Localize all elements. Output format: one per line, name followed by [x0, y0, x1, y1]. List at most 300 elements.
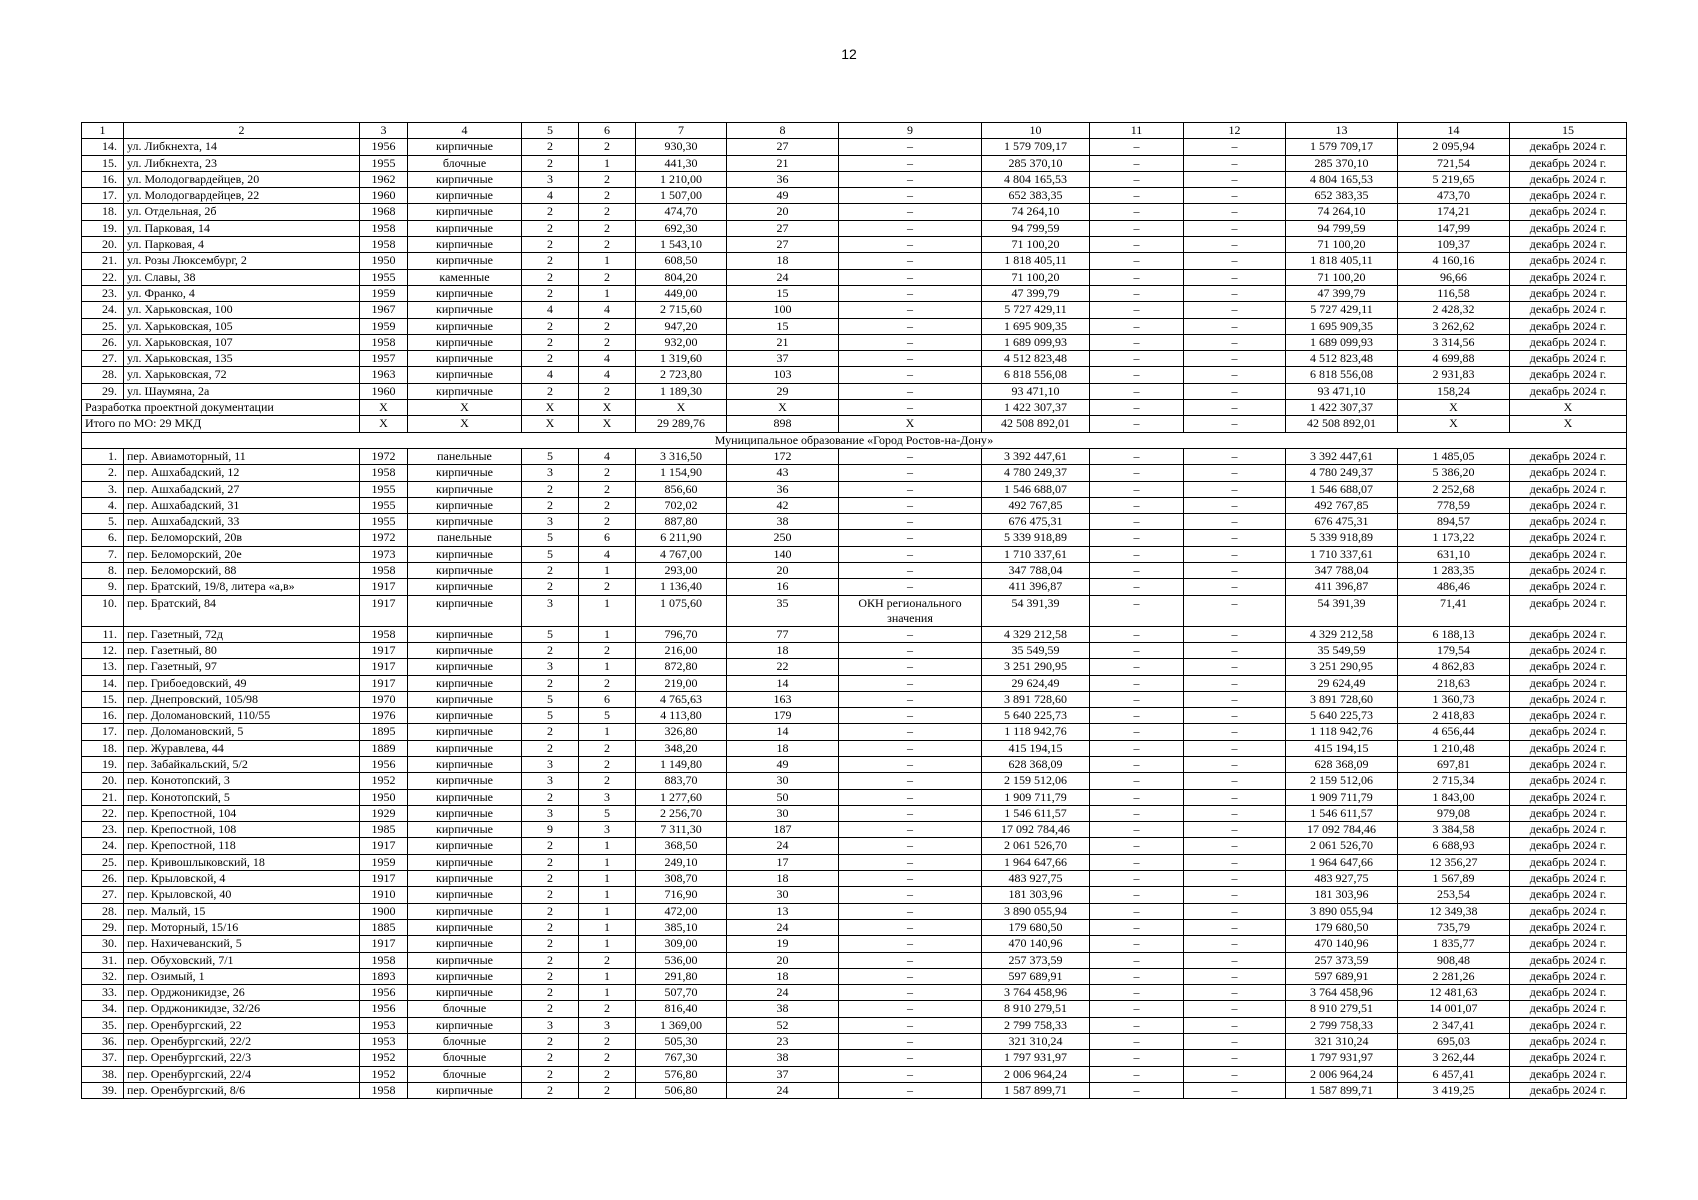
- table-cell: 1958: [360, 1082, 408, 1098]
- table-cell: –: [1184, 838, 1286, 854]
- table-cell: блочные: [408, 1034, 522, 1050]
- table-cell: ул. Либкнехта, 14: [124, 139, 360, 155]
- table-cell: –: [1090, 416, 1184, 432]
- table-cell: 2: [579, 171, 636, 187]
- table-cell: декабрь 2024 г.: [1510, 659, 1627, 675]
- table-cell: 415 194,15: [1286, 740, 1398, 756]
- table-cell: ул. Молодогвардейцев, 20: [124, 171, 360, 187]
- table-cell: 1: [579, 968, 636, 984]
- table-cell: 181 303,96: [1286, 887, 1398, 903]
- table-cell: 2: [579, 139, 636, 155]
- table-cell: –: [1090, 1034, 1184, 1050]
- table-cell: 816,40: [636, 1001, 727, 1017]
- table-cell: декабрь 2024 г.: [1510, 724, 1627, 740]
- column-number-cell: 8: [727, 123, 839, 139]
- table-cell: –: [839, 318, 982, 334]
- table-cell: 3.: [82, 481, 124, 497]
- table-cell: декабрь 2024 г.: [1510, 985, 1627, 1001]
- table-cell: ул. Парковая, 4: [124, 237, 360, 253]
- table-cell: 321 310,24: [1286, 1034, 1398, 1050]
- table-cell: 1 695 909,35: [1286, 318, 1398, 334]
- table-cell: –: [839, 1082, 982, 1098]
- table-cell: –: [1090, 838, 1184, 854]
- table-cell: декабрь 2024 г.: [1510, 756, 1627, 772]
- table-cell: ул. Шаумяна, 2а: [124, 383, 360, 399]
- table-cell: 116,58: [1398, 285, 1510, 301]
- table-cell: 35 549,59: [982, 642, 1090, 658]
- table-cell: декабрь 2024 г.: [1510, 204, 1627, 220]
- table-cell: 2: [522, 985, 579, 1001]
- table-cell: 20: [727, 952, 839, 968]
- table-cell: 3: [522, 171, 579, 187]
- table-cell: –: [1184, 155, 1286, 171]
- table-cell: 30: [727, 773, 839, 789]
- table-cell: 3 891 728,60: [982, 691, 1090, 707]
- table-cell: 5 640 225,73: [982, 708, 1090, 724]
- table-cell: 385,10: [636, 919, 727, 935]
- table-cell: 71 100,20: [1286, 237, 1398, 253]
- table-cell: кирпичные: [408, 919, 522, 935]
- table-cell: пер. Газетный, 80: [124, 642, 360, 658]
- table-cell: 1 173,22: [1398, 530, 1510, 546]
- table-cell: кирпичные: [408, 302, 522, 318]
- table-cell: –: [1090, 773, 1184, 789]
- table-cell: кирпичные: [408, 367, 522, 383]
- table-cell: 30.: [82, 936, 124, 952]
- table-cell: –: [1090, 854, 1184, 870]
- table-cell: декабрь 2024 г.: [1510, 936, 1627, 952]
- table-cell: Х: [839, 416, 982, 432]
- table-cell: 1 689 099,93: [982, 334, 1090, 350]
- table-cell: 1957: [360, 351, 408, 367]
- table-row: [82, 1050, 1627, 1066]
- table-cell: 1917: [360, 642, 408, 658]
- table-cell: 3 384,58: [1398, 822, 1510, 838]
- table-cell: 42 508 892,01: [1286, 416, 1398, 432]
- table-cell: 7.: [82, 546, 124, 562]
- table-cell: декабрь 2024 г.: [1510, 626, 1627, 642]
- table-cell: ул. Молодогвардейцев, 22: [124, 188, 360, 204]
- table-cell: кирпичные: [408, 724, 522, 740]
- table-cell: 2: [579, 1082, 636, 1098]
- table-cell: –: [1184, 675, 1286, 691]
- table-cell: –: [1184, 253, 1286, 269]
- table-cell: –: [839, 903, 982, 919]
- table-cell: 12 356,27: [1398, 854, 1510, 870]
- table-cell: декабрь 2024 г.: [1510, 1001, 1627, 1017]
- table-cell: 31.: [82, 952, 124, 968]
- table-row: [82, 919, 1627, 935]
- table-cell: 22.: [82, 269, 124, 285]
- table-cell: 49: [727, 188, 839, 204]
- table-cell: –: [1184, 1050, 1286, 1066]
- table-cell: панельные: [408, 448, 522, 464]
- table-row: [82, 838, 1627, 854]
- table-cell: –: [1184, 724, 1286, 740]
- table-cell: –: [1184, 642, 1286, 658]
- table-cell: блочные: [408, 1066, 522, 1082]
- table-cell: 12.: [82, 642, 124, 658]
- table-cell: 2 418,83: [1398, 708, 1510, 724]
- table-cell: блочные: [408, 1050, 522, 1066]
- table-row: [82, 285, 1627, 301]
- table-cell: кирпичные: [408, 952, 522, 968]
- table-cell: 676 475,31: [1286, 514, 1398, 530]
- table-row: [82, 465, 1627, 481]
- table-cell: 6 818 556,08: [982, 367, 1090, 383]
- section-title-row: [82, 432, 1627, 448]
- table-cell: 898: [727, 416, 839, 432]
- table-cell: 608,50: [636, 253, 727, 269]
- table-cell: 3 316,50: [636, 448, 727, 464]
- table-cell: декабрь 2024 г.: [1510, 773, 1627, 789]
- table-cell: 1 689 099,93: [1286, 334, 1398, 350]
- table-cell: 2: [522, 789, 579, 805]
- table-cell: 2: [579, 740, 636, 756]
- table-cell: 1 964 647,66: [1286, 854, 1398, 870]
- table-cell: 5: [522, 546, 579, 562]
- table-cell: Х: [1510, 416, 1627, 432]
- table-cell: –: [839, 789, 982, 805]
- table-cell: –: [1090, 400, 1184, 416]
- table-cell: 1 797 931,97: [982, 1050, 1090, 1066]
- table-cell: 35 549,59: [1286, 642, 1398, 658]
- table-cell: 29 624,49: [1286, 675, 1398, 691]
- table-cell: кирпичные: [408, 708, 522, 724]
- table-cell: 1 546 611,57: [1286, 805, 1398, 821]
- table-cell: –: [839, 220, 982, 236]
- table-cell: 5: [522, 626, 579, 642]
- table-cell: 10.: [82, 595, 124, 626]
- table-cell: ул. Франко, 4: [124, 285, 360, 301]
- table-cell: 179,54: [1398, 642, 1510, 658]
- table-cell: 702,02: [636, 497, 727, 513]
- table-cell: кирпичные: [408, 285, 522, 301]
- table-cell: 2: [522, 936, 579, 952]
- table-cell: 507,70: [636, 985, 727, 1001]
- table-cell: 1 797 931,97: [1286, 1050, 1398, 1066]
- table-cell: 1 319,60: [636, 351, 727, 367]
- table-cell: 1 587 899,71: [982, 1082, 1090, 1098]
- table-cell: –: [839, 269, 982, 285]
- table-cell: –: [1184, 465, 1286, 481]
- table-cell: –: [1090, 351, 1184, 367]
- table-cell: 2 428,32: [1398, 302, 1510, 318]
- column-number-cell: 10: [982, 123, 1090, 139]
- table-cell: 29 289,76: [636, 416, 727, 432]
- table-cell: 179 680,50: [982, 919, 1090, 935]
- column-number-cell: 3: [360, 123, 408, 139]
- table-cell: 1917: [360, 659, 408, 675]
- table-cell: кирпичные: [408, 626, 522, 642]
- table-cell: пер. Кривошлыковский, 18: [124, 854, 360, 870]
- column-number-cell: 2: [124, 123, 360, 139]
- table-cell: –: [839, 626, 982, 642]
- table-cell: –: [839, 351, 982, 367]
- table-cell: 1959: [360, 318, 408, 334]
- table-cell: 35.: [82, 1017, 124, 1033]
- table-cell: Х: [522, 400, 579, 416]
- table-cell: 1950: [360, 253, 408, 269]
- table-cell: 4 804 165,53: [982, 171, 1090, 187]
- table-cell: 1963: [360, 367, 408, 383]
- table-cell: пер. Обуховский, 7/1: [124, 952, 360, 968]
- table-cell: 1955: [360, 514, 408, 530]
- table-cell: 2: [522, 269, 579, 285]
- table-cell: –: [1184, 400, 1286, 416]
- table-cell: 94 799,59: [1286, 220, 1398, 236]
- table-cell: 309,00: [636, 936, 727, 952]
- table-cell: 3: [522, 465, 579, 481]
- table-cell: 27: [727, 220, 839, 236]
- table-cell: кирпичные: [408, 659, 522, 675]
- table-cell: 3 262,62: [1398, 318, 1510, 334]
- table-cell: 21.: [82, 789, 124, 805]
- table-cell: –: [839, 838, 982, 854]
- table-cell: 1958: [360, 952, 408, 968]
- table-cell: 3: [522, 1017, 579, 1033]
- table-cell: 1950: [360, 789, 408, 805]
- table-cell: 4: [579, 302, 636, 318]
- table-cell: 19.: [82, 220, 124, 236]
- table-row: [82, 822, 1627, 838]
- table-cell: пер. Орджоникидзе, 26: [124, 985, 360, 1001]
- column-number-cell: 11: [1090, 123, 1184, 139]
- table-cell: Х: [360, 400, 408, 416]
- table-cell: 5 339 918,89: [1286, 530, 1398, 546]
- table-cell: –: [839, 400, 982, 416]
- table-cell: 1 579 709,17: [982, 139, 1090, 155]
- table-cell: 187: [727, 822, 839, 838]
- table-cell: ул. Парковая, 14: [124, 220, 360, 236]
- table-cell: –: [839, 1001, 982, 1017]
- table-cell: 1: [579, 854, 636, 870]
- table-row: [82, 253, 1627, 269]
- table-cell: 2 006 964,24: [1286, 1066, 1398, 1082]
- table-cell: кирпичные: [408, 595, 522, 626]
- table-row: [82, 936, 1627, 952]
- table-cell: –: [839, 1050, 982, 1066]
- table-cell: 18: [727, 740, 839, 756]
- table-cell: 2: [579, 1066, 636, 1082]
- table-cell: 32.: [82, 968, 124, 984]
- table-cell: 2: [522, 204, 579, 220]
- table-cell: 2 061 526,70: [1286, 838, 1398, 854]
- table-cell: 2: [579, 188, 636, 204]
- table-cell: пер. Орджоникидзе, 32/26: [124, 1001, 360, 1017]
- table-cell: 2: [579, 237, 636, 253]
- table-cell: 2: [522, 952, 579, 968]
- table-cell: 2: [522, 285, 579, 301]
- table-row: [82, 579, 1627, 595]
- table-cell: 38: [727, 1050, 839, 1066]
- table-cell: 1958: [360, 334, 408, 350]
- table-cell: 1976: [360, 708, 408, 724]
- table-cell: 5: [579, 708, 636, 724]
- table-cell: 6.: [82, 530, 124, 546]
- table-cell: 1 546 688,07: [982, 481, 1090, 497]
- table-cell: –: [1090, 481, 1184, 497]
- table-cell: 43: [727, 465, 839, 481]
- table-cell: кирпичные: [408, 220, 522, 236]
- table-cell: 2: [579, 220, 636, 236]
- table-row: [82, 383, 1627, 399]
- table-cell: 34.: [82, 1001, 124, 1017]
- table-cell: 6 688,93: [1398, 838, 1510, 854]
- table-cell: 1 507,00: [636, 188, 727, 204]
- table-cell: 1917: [360, 675, 408, 691]
- table-cell: –: [1184, 595, 1286, 626]
- table-cell: –: [1090, 155, 1184, 171]
- table-cell: 3 890 055,94: [1286, 903, 1398, 919]
- table-cell: 5: [522, 708, 579, 724]
- table-cell: –: [839, 367, 982, 383]
- table-row: [82, 675, 1627, 691]
- table-cell: 5 640 225,73: [1286, 708, 1398, 724]
- table-cell: –: [1184, 237, 1286, 253]
- table-cell: 2: [522, 854, 579, 870]
- table-cell: 257 373,59: [1286, 952, 1398, 968]
- table-row: [82, 854, 1627, 870]
- table-row: [82, 740, 1627, 756]
- table-cell: –: [1090, 171, 1184, 187]
- table-cell: 37: [727, 1066, 839, 1082]
- table-cell: 1956: [360, 756, 408, 772]
- table-cell: 3: [522, 595, 579, 626]
- table-cell: 1929: [360, 805, 408, 821]
- table-cell: 2: [522, 838, 579, 854]
- table-row: [82, 887, 1627, 903]
- table-cell: декабрь 2024 г.: [1510, 171, 1627, 187]
- table-cell: пер. Днепровский, 105/98: [124, 691, 360, 707]
- table-cell: 652 383,35: [982, 188, 1090, 204]
- table-cell: 1 818 405,11: [982, 253, 1090, 269]
- table-cell: –: [839, 985, 982, 1001]
- table-cell: 12 349,38: [1398, 903, 1510, 919]
- table-cell: 4: [522, 188, 579, 204]
- table-cell: 29.: [82, 383, 124, 399]
- table-cell: 94 799,59: [982, 220, 1090, 236]
- table-cell: 2: [522, 740, 579, 756]
- table-cell: 54 391,39: [982, 595, 1090, 626]
- table-cell: 2 799 758,33: [982, 1017, 1090, 1033]
- table-cell: 24.: [82, 302, 124, 318]
- table-cell: 1917: [360, 838, 408, 854]
- table-cell: 796,70: [636, 626, 727, 642]
- table-cell: 470 140,96: [982, 936, 1090, 952]
- table-cell: 631,10: [1398, 546, 1510, 562]
- table-cell: 5 727 429,11: [1286, 302, 1398, 318]
- table-cell: 474,70: [636, 204, 727, 220]
- table-cell: –: [1090, 740, 1184, 756]
- table-cell: кирпичные: [408, 383, 522, 399]
- table-cell: 1: [579, 285, 636, 301]
- table-cell: –: [1184, 546, 1286, 562]
- table-cell: 1.: [82, 448, 124, 464]
- table-cell: 1972: [360, 448, 408, 464]
- table-cell: кирпичные: [408, 887, 522, 903]
- table-cell: 804,20: [636, 269, 727, 285]
- table-cell: –: [1184, 563, 1286, 579]
- table-row: [82, 204, 1627, 220]
- table-row: [82, 318, 1627, 334]
- table-cell: 4 699,88: [1398, 351, 1510, 367]
- table-cell: 1 587 899,71: [1286, 1082, 1398, 1098]
- table-cell: пер. Крыловской, 4: [124, 871, 360, 887]
- table-cell: –: [1090, 903, 1184, 919]
- table-cell: –: [839, 530, 982, 546]
- table-cell: 1 909 711,79: [1286, 789, 1398, 805]
- table-cell: 1959: [360, 285, 408, 301]
- table-cell: –: [1184, 383, 1286, 399]
- table-cell: 103: [727, 367, 839, 383]
- table-cell: кирпичные: [408, 465, 522, 481]
- table-cell: 22: [727, 659, 839, 675]
- table-cell: –: [1184, 919, 1286, 935]
- table-cell: 1958: [360, 220, 408, 236]
- table-cell: –: [1090, 626, 1184, 642]
- table-cell: 4 329 212,58: [1286, 626, 1398, 642]
- table-cell: 4 160,16: [1398, 253, 1510, 269]
- table-cell: 5.: [82, 514, 124, 530]
- table-cell: 4 862,83: [1398, 659, 1510, 675]
- table-cell: пер. Оренбургский, 8/6: [124, 1082, 360, 1098]
- table-cell: кирпичные: [408, 139, 522, 155]
- table-cell: 894,57: [1398, 514, 1510, 530]
- table-cell: 100: [727, 302, 839, 318]
- table-cell: –: [1184, 514, 1286, 530]
- table-cell: 3 392 447,61: [1286, 448, 1398, 464]
- table-cell: 716,90: [636, 887, 727, 903]
- table-cell: 1917: [360, 595, 408, 626]
- table-cell: кирпичные: [408, 351, 522, 367]
- table-cell: –: [839, 822, 982, 838]
- table-cell: 1910: [360, 887, 408, 903]
- table-cell: 2: [522, 919, 579, 935]
- table-cell: Х: [727, 400, 839, 416]
- table-cell: 1 964 647,66: [982, 854, 1090, 870]
- table-cell: –: [1184, 416, 1286, 432]
- table-cell: 411 396,87: [982, 579, 1090, 595]
- table-cell: –: [1184, 968, 1286, 984]
- table-cell: 71 100,20: [1286, 269, 1398, 285]
- table-cell: –: [839, 139, 982, 155]
- table-cell: –: [1090, 675, 1184, 691]
- table-cell: 1985: [360, 822, 408, 838]
- table-cell: 1970: [360, 691, 408, 707]
- table-cell: ул. Либкнехта, 23: [124, 155, 360, 171]
- table-cell: 2: [579, 952, 636, 968]
- table-cell: 1 695 909,35: [982, 318, 1090, 334]
- table-cell: 1 075,60: [636, 595, 727, 626]
- table-cell: 74 264,10: [982, 204, 1090, 220]
- table-cell: 2: [522, 642, 579, 658]
- table-cell: –: [1090, 285, 1184, 301]
- table-cell: ул. Харьковская, 105: [124, 318, 360, 334]
- table-cell: декабрь 2024 г.: [1510, 497, 1627, 513]
- section-title: Муниципальное образование «Город Ростов-на-Дону»: [82, 432, 1627, 448]
- table-cell: 54 391,39: [1286, 595, 1398, 626]
- table-cell: декабрь 2024 г.: [1510, 334, 1627, 350]
- table-cell: –: [1184, 854, 1286, 870]
- table-cell: –: [1090, 514, 1184, 530]
- table-cell: 2 061 526,70: [982, 838, 1090, 854]
- table-cell: –: [839, 773, 982, 789]
- table-cell: 1955: [360, 155, 408, 171]
- table-cell: Х: [579, 416, 636, 432]
- table-cell: –: [1184, 1034, 1286, 1050]
- table-cell: 2 159 512,06: [982, 773, 1090, 789]
